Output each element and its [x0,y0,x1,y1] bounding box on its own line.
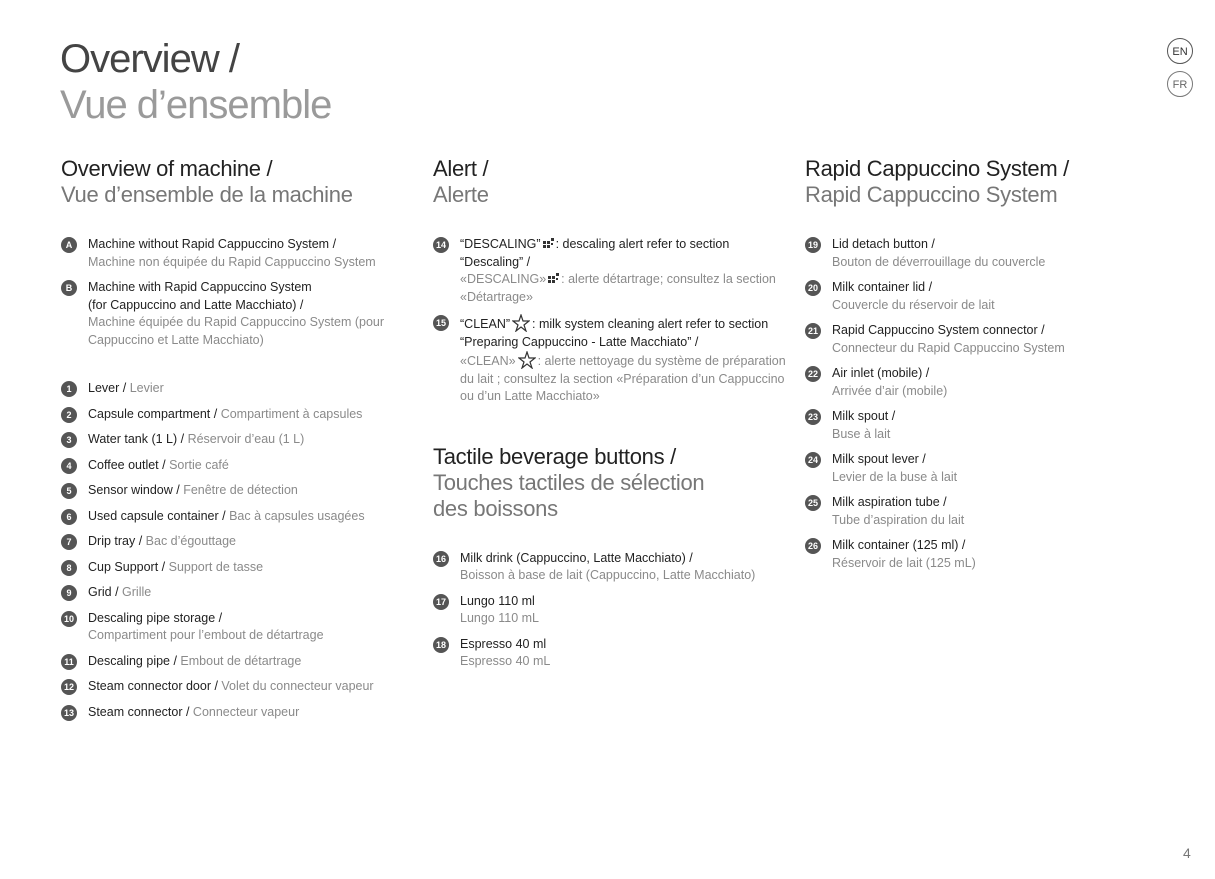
item-label-en: “CLEAN” [460,317,511,331]
item-badge: 24 [805,452,821,468]
section-heading-fr: Touches tactiles de sélection [433,469,705,495]
item-badge: 26 [805,538,821,554]
list-item [805,537,1165,572]
item-badge: 7 [61,534,77,550]
clean-star-icon [518,351,536,369]
item-badge: 14 [433,237,449,253]
item-badge: 2 [61,407,77,423]
item-badge: 6 [61,509,77,525]
section-heading-en: Tactile beverage buttons / [433,443,676,469]
section-heading-fr: des boissons [433,495,558,521]
section-heading-fr: Rapid Cappuccino System [805,182,1058,207]
item-label-en: Capsule compartment / [88,406,221,421]
item-label-en: Lever / [88,381,130,395]
list-item [805,322,1165,357]
page-number: 4 [1183,845,1191,861]
alert-list [433,236,793,406]
list-item [805,236,1165,271]
item-label-en: Coffee outlet / [88,457,170,472]
item-badge: 15 [433,315,449,331]
item-label-en: “DESCALING” [460,237,541,251]
item-label-fr: Machine non équipée du Rapid Cappuccino System [88,254,376,269]
item-badge: 22 [805,366,821,382]
page-title-fr: Vue d’ensemble [60,83,332,127]
item-label-en: Machine without Rapid Cappuccino System / [88,237,337,251]
item-badge: 21 [805,323,821,339]
list-item [61,457,421,475]
item-label-en: : milk system cleaning alert refer to section [532,317,769,331]
list-item [61,431,421,449]
item-label-fr: Connecteur du Rapid Cappuccino System [832,340,1065,355]
item-label-fr: Espresso 40 mL [460,654,551,668]
list-item [61,584,421,602]
item-label-en: Milk spout / [832,409,896,423]
item-badge: 16 [433,551,449,567]
item-badge: 20 [805,280,821,296]
list-item [61,704,421,722]
list-item [61,406,421,424]
item-label-en: Lid detach button / [832,237,935,251]
section-heading [433,444,793,522]
item-label-fr: Couvercle du réservoir de lait [832,297,995,312]
list-item [433,236,793,306]
item-label-en: Milk container (125 ml) / [832,538,966,552]
item-label-en: Milk drink (Cappuccino, Latte Macchiato) / [460,550,693,565]
descaling-icon [543,238,554,249]
item-label-en: Used capsule container / [88,508,230,523]
item-label-fr: Embout de détartrage [180,653,302,668]
section-heading-en: Rapid Cappuccino System / [805,156,1069,181]
item-label-fr: ou d’un Latte Macchiato» [460,389,600,403]
item-label-fr: Grille [122,585,152,599]
item-badge: 10 [61,611,77,627]
item-badge: 1 [61,381,77,397]
page-title [60,36,331,128]
item-label-en: Sensor window / [88,483,184,497]
section-heading [61,156,421,208]
item-badge: 3 [61,432,77,448]
overview-machine-section [61,156,421,729]
item-badge: 9 [61,585,77,601]
item-badge: 11 [61,654,77,670]
item-label-en: Machine with Rapid Cappuccino System [88,280,312,294]
beverage-list [433,550,793,671]
section-heading [805,156,1165,208]
item-label-fr: Bouton de déverrouillage du couvercle [832,254,1046,269]
item-badge: 25 [805,495,821,511]
item-label-fr: Levier [129,381,164,395]
section-heading-en: Overview of machine / [61,156,273,181]
item-label-en: Lungo 110 ml [460,593,535,608]
item-label-fr: «Détartrage» [460,289,533,304]
item-label-en: Steam connector door / [88,679,222,693]
item-badge: B [61,280,77,296]
list-item [805,365,1165,400]
list-item [61,508,421,526]
list-item [433,314,793,406]
list-item [433,593,793,628]
list-item [61,279,421,349]
list-item [61,482,421,500]
item-label-fr: Boisson à base de lait (Cappuccino, Latte Macchiato) [460,568,756,582]
section-heading [433,156,793,208]
item-label-en: Milk container lid / [832,280,933,294]
item-label-fr: Fenêtre de détection [183,483,298,497]
item-label-fr: Buse à lait [832,426,891,441]
list-item [805,451,1165,486]
item-badge: 17 [433,594,449,610]
item-badge: A [61,237,77,253]
descaling-icon [548,273,559,284]
lang-en-tab[interactable]: EN [1167,38,1193,64]
alert-section [433,156,793,679]
item-label-fr: Support de tasse [168,559,264,574]
item-label-fr: Lungo 110 mL [460,611,539,625]
item-label-fr: Réservoir de lait (125 mL) [832,555,976,570]
item-badge: 12 [61,679,77,695]
item-label-en: : descaling alert refer to section “Descaling” / [460,237,730,269]
list-item [805,408,1165,443]
item-badge: 19 [805,237,821,253]
list-item [61,610,421,645]
list-item [61,559,421,577]
item-label-fr: «DESCALING» [460,272,547,286]
lang-fr-tab[interactable]: FR [1167,71,1193,97]
section-heading-fr: Alerte [433,182,489,207]
item-label-fr: Bac à capsules usagées [229,508,365,523]
item-label-en: Water tank (1 L) / [88,432,188,446]
item-label-en: Descaling pipe storage / [88,610,223,625]
list-item [805,494,1165,529]
section-heading-fr: Vue d’ensemble de la machine [61,182,353,207]
item-label-fr: Connecteur vapeur [192,704,300,719]
item-badge: 13 [61,705,77,721]
rcs-parts-list [805,236,1165,572]
item-label-fr: Levier de la buse à lait [832,469,958,484]
item-label-fr: Compartiment pour l’embout de détartrage [88,628,324,642]
list-item [61,380,421,398]
item-label-fr: Sortie café [169,457,229,472]
item-label-en: Cup Support / [88,559,169,574]
list-item [61,533,421,551]
section-heading-en: Alert / [433,156,489,181]
item-label-fr: Arrivée d’air (mobile) [832,383,948,398]
item-badge: 18 [433,637,449,653]
list-item [433,550,793,585]
item-label-fr: Réservoir d’eau (1 L) [187,432,305,446]
list-item [61,678,421,696]
item-label-fr: : alerte nettoyage du système de préparation [537,354,786,368]
item-label-fr: Compartiment à capsules [220,406,363,421]
clean-star-icon [512,314,530,332]
item-label-fr: Tube d’aspiration du lait [832,512,965,527]
item-label-en: Grid / [88,585,123,599]
item-label-en: Espresso 40 ml [460,636,547,651]
item-label-en: Rapid Cappuccino System connector / [832,323,1045,337]
item-label-en: Descaling pipe / [88,653,181,668]
item-badge: 23 [805,409,821,425]
list-item [433,636,793,671]
item-label-en: Drip tray / [88,534,146,548]
item-label-en: Milk aspiration tube / [832,495,947,509]
item-badge: 5 [61,483,77,499]
parts-list [61,236,421,721]
page-title-en: Overview / [60,37,239,81]
list-item [61,236,421,271]
item-label-fr: : alerte détartrage; consultez la section [561,272,776,286]
item-label-fr: Machine équipée du Rapid Cappuccino System (pour [88,315,385,329]
item-badge: 4 [61,458,77,474]
item-label-en: Milk spout lever / [832,452,926,466]
item-badge: 8 [61,560,77,576]
item-label-fr: Bac d’égouttage [145,534,237,548]
item-label-fr: Volet du connecteur vapeur [221,679,374,693]
item-label-en: Air inlet (mobile) / [832,366,930,380]
item-label-fr: Cappuccino et Latte Macchiato) [88,332,264,347]
list-item [805,279,1165,314]
item-label-en: Steam connector / [88,704,193,719]
rapid-cappuccino-section [805,156,1165,580]
item-label-fr: du lait ; consultez la section «Préparation d’un Cappuccino [460,371,785,386]
list-item [61,653,421,671]
item-label-en: “Preparing Cappuccino - Latte Macchiato” / [460,334,699,349]
item-label-fr: «CLEAN» [460,354,516,368]
item-label-en: (for Cappuccino and Latte Macchiato) / [88,297,304,312]
